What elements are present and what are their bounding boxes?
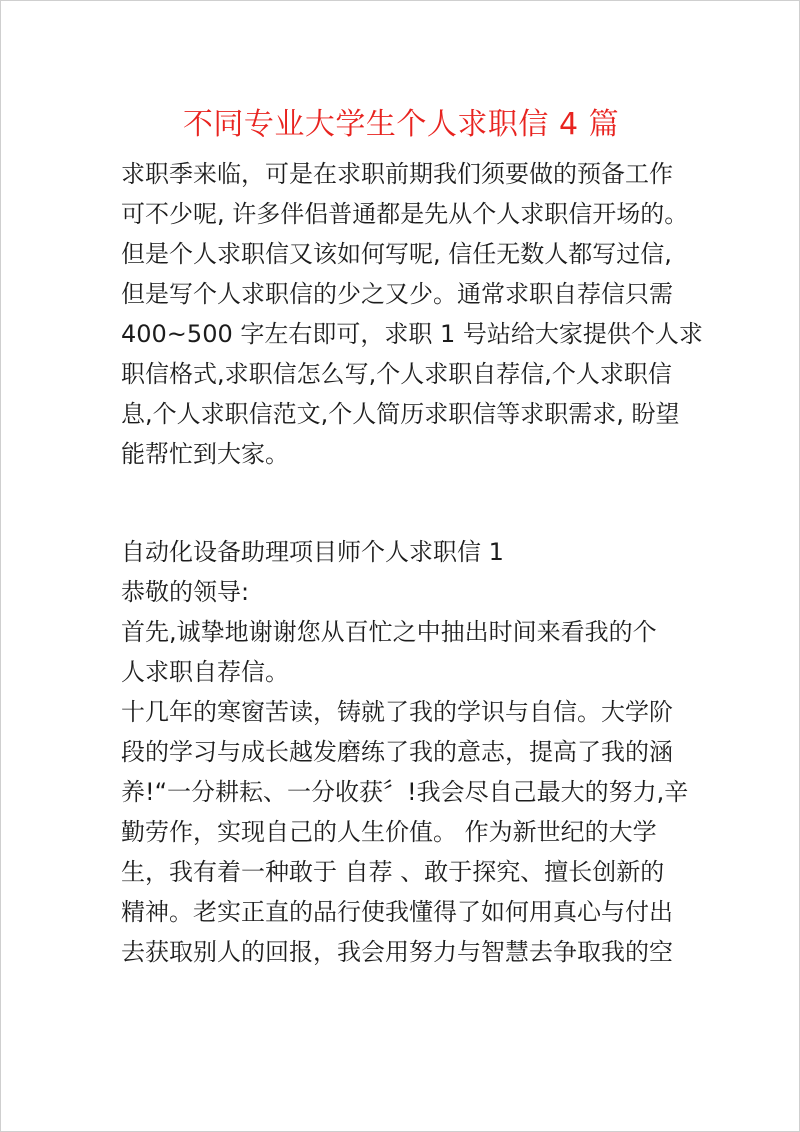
intro-line-4: 但是写个人求职信的少之又少。通常求职自荐信只需 <box>121 280 673 308</box>
body-line-5: 养!“一分耕耘、一分收获〞!我会尽自己最大的努力,辛 <box>121 778 689 806</box>
body-line-6: 勤劳作，实现自己的人生价值。 作为新世纪的大学 <box>121 818 657 846</box>
intro-line-6: 职信格式,求职信怎么写,个人求职自荐信,个人求职信 <box>121 360 672 388</box>
letter-title: 自动化设备助理项目师个人求职信 1 <box>121 538 504 566</box>
intro-line-2: 可不少呢, 许多伴侣普通都是先从个人求职信开场的。 <box>121 200 689 228</box>
body-line-8: 精神。老实正直的品行使我懂得了如何用真心与付出 <box>121 898 673 926</box>
body-line-3: 十几年的寒窗苦读，铸就了我的学识与自信。大学阶 <box>121 698 673 726</box>
document-title: 不同专业大学生个人求职信 4 篇 <box>182 107 620 142</box>
salutation: 恭敬的领导: <box>121 578 250 606</box>
intro-line-7: 息,个人求职信范文,个人简历求职信等求职需求, 盼望 <box>121 400 680 428</box>
body-line-4: 段的学习与成长越发磨练了我的意志，提高了我的涵 <box>121 738 673 766</box>
intro-line-8: 能帮忙到大家。 <box>121 440 289 468</box>
intro-line-5: 400~500 字左右即可，求职 1 号站给大家提供个人求 <box>121 320 703 348</box>
body-line-7: 生，我有着一种敢于 自荐 、敢于探究、擅长创新的 <box>121 858 665 886</box>
body-line-1: 首先,诚挚地谢谢您从百忙之中抽出时间来看我的个 <box>121 618 657 646</box>
intro-line-3: 但是个人求职信又该如何写呢, 信任无数人都写过信, <box>121 240 672 268</box>
body-line-2: 人求职自荐信。 <box>121 658 289 686</box>
intro-line-1: 求职季来临，可是在求职前期我们须要做的预备工作 <box>121 160 673 188</box>
body-line-9: 去获取别人的回报，我会用努力与智慧去争取我的空 <box>121 938 673 966</box>
